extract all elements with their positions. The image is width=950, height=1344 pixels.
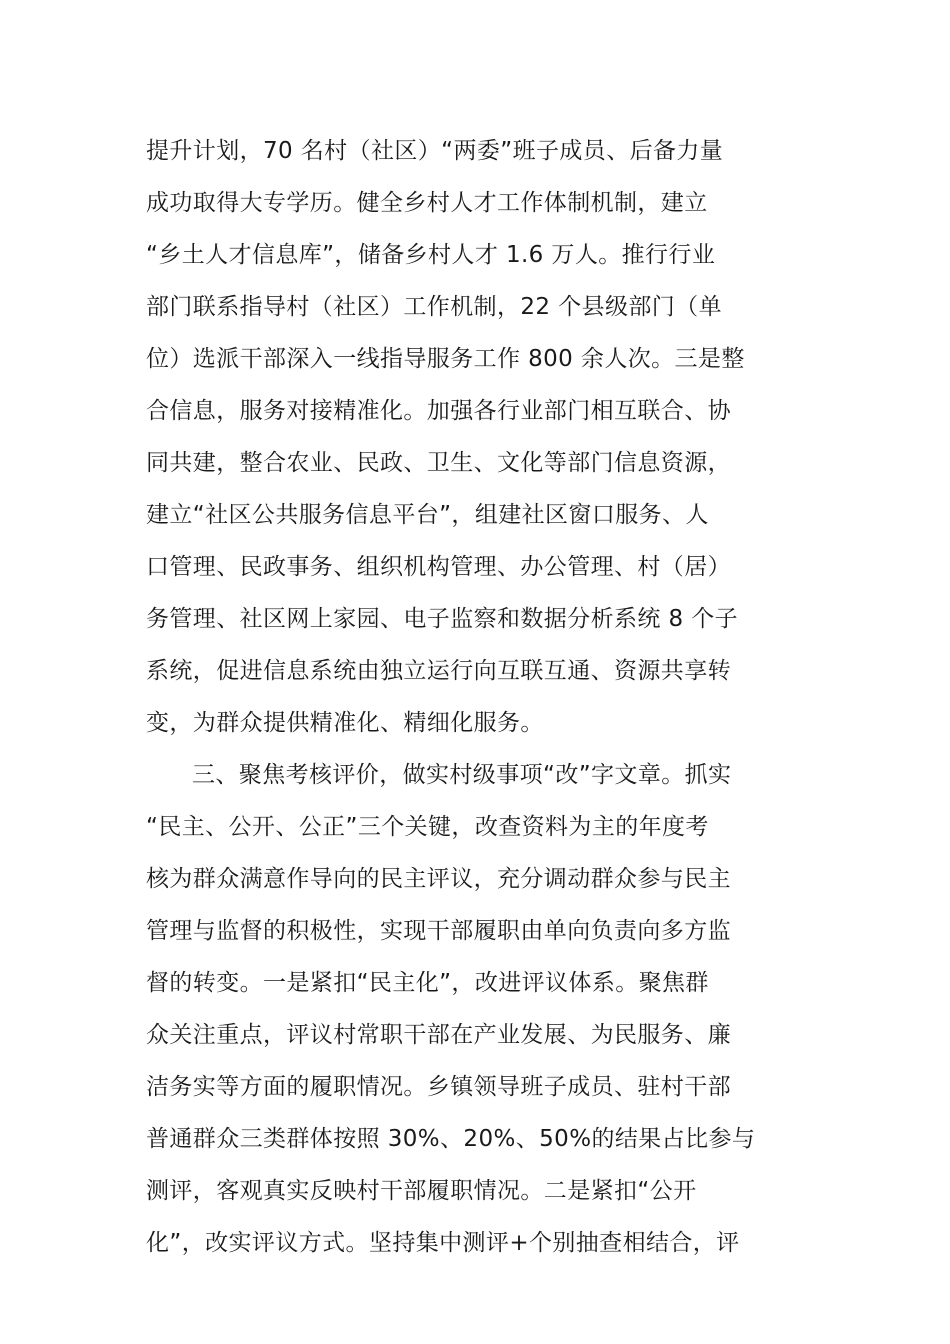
text-line-15: 核为群众满意作导向的民主评议，充分调动群众参与民主 [146,866,731,892]
text-line-10: 务管理、社区网上家园、电子监察和数据分析系统 8 个子 [146,606,739,632]
text-line-18: 众关注重点，评议村常职干部在产业发展、为民服务、廉 [146,1022,731,1048]
paragraph-start-line: 三、聚焦考核评价，做实村级事项“改”字文章。抓实 [192,762,732,788]
text-line-5: 位）选派干部深入一线指导服务工作 800 余人次。三是整 [146,346,745,372]
text-line-11: 系统，促进信息系统由独立运行向互联互通、资源共享转 [146,658,731,684]
text-line-19: 洁务实等方面的履职情况。乡镇领导班子成员、驻村干部 [146,1074,731,1100]
text-line-14: “民主、公开、公正”三个关键，改查资料为主的年度考 [146,814,709,840]
text-line-12: 变，为群众提供精准化、精细化服务。 [146,710,544,736]
text-line-22: 化”，改实评议方式。坚持集中测评+个别抽查相结合，评 [146,1230,740,1256]
text-line-9: 口管理、民政事务、组织机构管理、办公管理、村（居） [146,554,731,580]
text-line-17: 督的转变。一是紧扣“民主化”，改进评议体系。聚焦群 [146,970,709,996]
text-line-20: 普通群众三类群体按照 30%、20%、50%的结果占比参与 [146,1126,756,1152]
text-line-4: 部门联系指导村（社区）工作机制，22 个县级部门（单 [146,294,722,320]
text-line-1: 提升计划，70 名村（社区）“两委”班子成员、后备力量 [146,138,724,164]
text-line-21: 测评，客观真实反映村干部履职情况。二是紧扣“公开 [146,1178,697,1204]
text-line-16: 管理与监督的积极性，实现干部履职由单向负责向多方监 [146,918,731,944]
text-line-8: 建立“社区公共服务信息平台”，组建社区窗口服务、人 [146,502,709,528]
text-line-7: 同共建，整合农业、民政、卫生、文化等部门信息资源， [146,450,731,476]
text-line-3: “乡土人才信息库”，储备乡村人才 1.6 万人。推行行业 [146,242,716,268]
text-line-2: 成功取得大专学历。健全乡村人才工作体制机制，建立 [146,190,708,216]
text-line-6: 合信息，服务对接精准化。加强各行业部门相互联合、协 [146,398,731,424]
